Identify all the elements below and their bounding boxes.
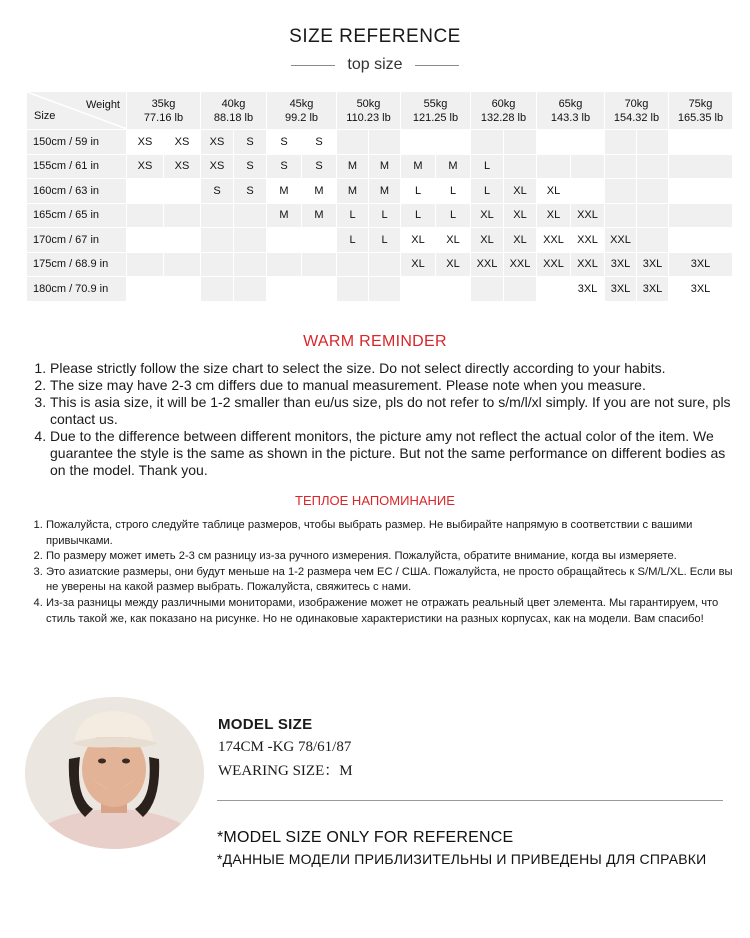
size-cell xyxy=(127,203,164,228)
height-label: 175cm / 68.9 in xyxy=(27,252,127,277)
weight-kg: 45kg xyxy=(289,97,314,110)
size-cell xyxy=(637,228,669,253)
size-cell: XL xyxy=(401,252,436,277)
size-cell: XL xyxy=(436,252,471,277)
size-cell: S xyxy=(234,154,267,179)
size-cell: S xyxy=(267,154,302,179)
corner-size-label: Size xyxy=(34,110,56,122)
size-cell xyxy=(201,277,234,302)
size-cell xyxy=(369,252,401,277)
size-cell: S xyxy=(201,179,234,204)
size-cell: XL xyxy=(471,203,504,228)
size-cell xyxy=(337,130,369,155)
size-cell: XL xyxy=(537,203,571,228)
subtitle-left-rule xyxy=(291,65,335,66)
weight-header-4 xyxy=(401,92,471,130)
size-cell: XL xyxy=(436,228,471,253)
weight-header-2 xyxy=(267,92,337,130)
size-cell: S xyxy=(302,130,337,155)
size-cell xyxy=(401,130,436,155)
size-cell: 3XL xyxy=(605,277,637,302)
size-cell xyxy=(637,154,669,179)
weight-lb: 165.35 lb xyxy=(677,111,724,124)
size-cell xyxy=(164,228,201,253)
size-cell: XL xyxy=(537,179,571,204)
size-cell: L xyxy=(436,203,471,228)
weight-header-1 xyxy=(201,92,267,130)
size-cell: M xyxy=(401,154,436,179)
size-cell xyxy=(436,130,471,155)
reminder-item: 3. This is asia size, it will be 1-2 smaller than eu/us size, pls do not refer to s/m/l/xl simply. If you are not sure, pls contact us. xyxy=(50,394,740,428)
weight-header-3 xyxy=(337,92,401,130)
model-size-heading: MODEL SIZE xyxy=(218,716,313,733)
height-label: 180cm / 70.9 in xyxy=(27,277,127,302)
size-cell: M xyxy=(302,179,337,204)
size-row xyxy=(27,154,733,179)
size-cell: S xyxy=(234,130,267,155)
model-note-ru: *ДАННЫЕ МОДЕЛИ ПРИБЛИЗИТЕЛЬНЫ И ПРИВЕДЕНЫ ДЛЯ СПРАВКИ xyxy=(217,851,707,867)
size-cell: XL xyxy=(401,228,436,253)
size-cell: S xyxy=(234,179,267,204)
weight-lb: 88.18 lb xyxy=(213,111,254,124)
size-cell: L xyxy=(471,179,504,204)
size-cell: XL xyxy=(504,203,537,228)
size-cell xyxy=(234,228,267,253)
size-cell xyxy=(669,179,733,204)
weight-lb: 143.3 lb xyxy=(550,111,591,124)
size-cell xyxy=(267,228,302,253)
warm-reminder-title: WARM REMINDER xyxy=(303,333,447,350)
warm-reminder-ru-list xyxy=(30,518,741,627)
size-cell xyxy=(537,277,571,302)
size-cell xyxy=(571,179,605,204)
height-label: 170cm / 67 in xyxy=(27,228,127,253)
size-cell xyxy=(537,154,571,179)
size-cell: L xyxy=(401,179,436,204)
reminder-item: 1. Пожалуйста, строго следуйте таблице размеров, чтобы выбрать размер. Не выбирайте напрямую в соответствии с вашими привычками. xyxy=(46,518,741,549)
size-cell xyxy=(605,130,637,155)
weight-kg: 55kg xyxy=(423,97,448,110)
size-cell: 3XL xyxy=(637,252,669,277)
weight-kg: 40kg xyxy=(221,97,246,110)
size-cell xyxy=(504,130,537,155)
reminder-item: 4. Из-за разницы между различными мониторами, изображение может не отражать реальный цвет элемента. Мы гарантируем, что стиль такой же, как показано на рисунке. Но не одинаковые характеристики на разных корпусах, как на модели. Вам спасибо! xyxy=(46,596,741,627)
weight-lb: 154.32 lb xyxy=(613,111,660,124)
size-cell xyxy=(669,130,733,155)
size-cell xyxy=(605,203,637,228)
reminder-item: 1. Please strictly follow the size chart to select the size. Do not select directly according to your habits. xyxy=(50,360,740,377)
size-cell xyxy=(605,154,637,179)
size-cell xyxy=(164,203,201,228)
size-cell: XS xyxy=(127,130,164,155)
weight-lb: 110.23 lb xyxy=(346,111,391,124)
size-cell: XS xyxy=(201,130,234,155)
size-cell: M xyxy=(267,179,302,204)
size-cell: M xyxy=(369,179,401,204)
height-label: 150cm / 59 in xyxy=(27,130,127,155)
corner-weight-label: Weight xyxy=(85,99,120,111)
height-label: 155cm / 61 in xyxy=(27,154,127,179)
size-cell xyxy=(201,228,234,253)
weight-kg: 75kg xyxy=(688,97,713,110)
size-cell: XS xyxy=(164,154,201,179)
height-label: 165cm / 65 in xyxy=(27,203,127,228)
size-cell: L xyxy=(369,228,401,253)
size-cell xyxy=(537,130,571,155)
weight-kg: 35kg xyxy=(151,97,176,110)
size-cell: L xyxy=(369,203,401,228)
size-cell: 3XL xyxy=(571,277,605,302)
warm-reminder-ru-title: ТЕПЛОЕ НАПОМИНАНИЕ xyxy=(295,493,455,508)
subtitle: top size xyxy=(347,56,403,73)
size-cell xyxy=(234,252,267,277)
size-cell: XXL xyxy=(571,228,605,253)
size-cell xyxy=(234,277,267,302)
size-row xyxy=(27,252,733,277)
size-cell xyxy=(669,154,733,179)
size-row xyxy=(27,277,733,302)
size-cell xyxy=(637,203,669,228)
weight-lb: 121.25 lb xyxy=(412,111,459,124)
weight-header-6 xyxy=(537,92,605,130)
size-cell: XXL xyxy=(471,252,504,277)
size-cell: XS xyxy=(201,154,234,179)
size-cell xyxy=(164,252,201,277)
size-cell xyxy=(302,228,337,253)
size-cell xyxy=(669,228,733,253)
model-wearing-size: WEARING SIZE：M xyxy=(218,763,353,779)
weight-kg: 60kg xyxy=(491,97,516,110)
weight-kg: 70kg xyxy=(624,97,649,110)
size-cell xyxy=(571,154,605,179)
weight-header-0 xyxy=(127,92,201,130)
size-cell: M xyxy=(337,154,369,179)
size-cell: XL xyxy=(471,228,504,253)
size-cell: L xyxy=(337,228,369,253)
weight-header-7 xyxy=(605,92,669,130)
size-cell xyxy=(637,179,669,204)
size-cell: XXL xyxy=(504,252,537,277)
size-cell xyxy=(127,228,164,253)
size-cell xyxy=(436,277,471,302)
size-cell xyxy=(504,154,537,179)
size-cell: 3XL xyxy=(605,252,637,277)
size-cell: M xyxy=(302,203,337,228)
size-cell: XS xyxy=(164,130,201,155)
size-cell xyxy=(267,277,302,302)
corner-cell xyxy=(27,92,127,130)
size-cell: XXL xyxy=(605,228,637,253)
size-cell: XS xyxy=(127,154,164,179)
reminder-item: 2. The size may have 2-3 cm differs due to manual measurement. Please note when you measure. xyxy=(50,377,740,394)
size-row xyxy=(27,130,733,155)
size-cell: L xyxy=(337,203,369,228)
weight-kg: 65kg xyxy=(558,97,583,110)
reminder-item: 4. Due to the difference between different monitors, the picture amy not reflect the actual color of the item. We guarantee the style is the same as shown in the picture. But not the same performance on different bodies as on the model. Thank you. xyxy=(50,428,740,479)
size-cell: XL xyxy=(504,228,537,253)
size-row xyxy=(27,228,733,253)
size-cell xyxy=(571,130,605,155)
size-cell xyxy=(637,130,669,155)
size-cell: M xyxy=(267,203,302,228)
size-cell: L xyxy=(471,154,504,179)
size-cell: XL xyxy=(504,179,537,204)
size-cell xyxy=(471,130,504,155)
weight-kg: 50kg xyxy=(356,97,381,110)
weight-lb: 77.16 lb xyxy=(143,111,184,124)
size-table xyxy=(26,91,733,302)
size-cell xyxy=(127,277,164,302)
size-cell xyxy=(504,277,537,302)
size-cell: 3XL xyxy=(669,252,733,277)
page-title: SIZE REFERENCE xyxy=(289,26,461,47)
size-cell xyxy=(201,203,234,228)
size-cell xyxy=(267,252,302,277)
reminder-item: 3. Это азиатские размеры, они будут меньше на 1-2 размера чем ЕС / США. Пожалуйста, не просто обращайтесь к S/M/L/XL. Если вы не уверены на какой размер выбрать. Пожалуйста, свяжитесь с нами. xyxy=(46,565,741,596)
size-cell: M xyxy=(337,179,369,204)
weight-lb: 132.28 lb xyxy=(480,111,527,124)
size-cell: M xyxy=(369,154,401,179)
size-cell: M xyxy=(436,154,471,179)
size-cell: XXL xyxy=(571,252,605,277)
size-cell: S xyxy=(302,154,337,179)
size-cell: L xyxy=(401,203,436,228)
size-cell: 3XL xyxy=(669,277,733,302)
size-cell xyxy=(164,277,201,302)
size-cell xyxy=(471,277,504,302)
size-cell xyxy=(605,179,637,204)
size-cell xyxy=(337,277,369,302)
size-cell xyxy=(127,179,164,204)
warm-reminder-list xyxy=(30,360,740,479)
size-cell: 3XL xyxy=(637,277,669,302)
model-photo xyxy=(25,697,204,849)
model-note-en: *MODEL SIZE ONLY FOR REFERENCE xyxy=(217,829,514,846)
model-avatar-illustration xyxy=(25,697,204,849)
height-label: 160cm / 63 in xyxy=(27,179,127,204)
size-cell: XXL xyxy=(537,252,571,277)
size-cell xyxy=(401,277,436,302)
size-cell: S xyxy=(267,130,302,155)
model-measurements: 174CM -KG 78/61/87 xyxy=(218,739,352,755)
size-cell: L xyxy=(436,179,471,204)
size-cell xyxy=(337,252,369,277)
size-cell xyxy=(302,277,337,302)
divider xyxy=(217,800,723,801)
size-cell: XXL xyxy=(571,203,605,228)
size-cell xyxy=(164,179,201,204)
weight-lb: 99.2 lb xyxy=(284,111,319,124)
size-cell xyxy=(669,203,733,228)
size-row xyxy=(27,179,733,204)
size-cell xyxy=(369,277,401,302)
size-cell xyxy=(234,203,267,228)
size-cell xyxy=(127,252,164,277)
size-cell xyxy=(302,252,337,277)
size-row xyxy=(27,203,733,228)
size-cell xyxy=(369,130,401,155)
size-cell: XXL xyxy=(537,228,571,253)
size-cell xyxy=(201,252,234,277)
subtitle-row xyxy=(0,56,750,74)
subtitle-right-rule xyxy=(415,65,459,66)
reminder-item: 2. По размеру может иметь 2-3 см разницу из-за ручного измерения. Пожалуйста, обратите внимание, когда вы измеряете. xyxy=(46,549,741,565)
weight-header-row xyxy=(27,92,733,130)
weight-header-5 xyxy=(471,92,537,130)
weight-header-8 xyxy=(669,92,733,130)
